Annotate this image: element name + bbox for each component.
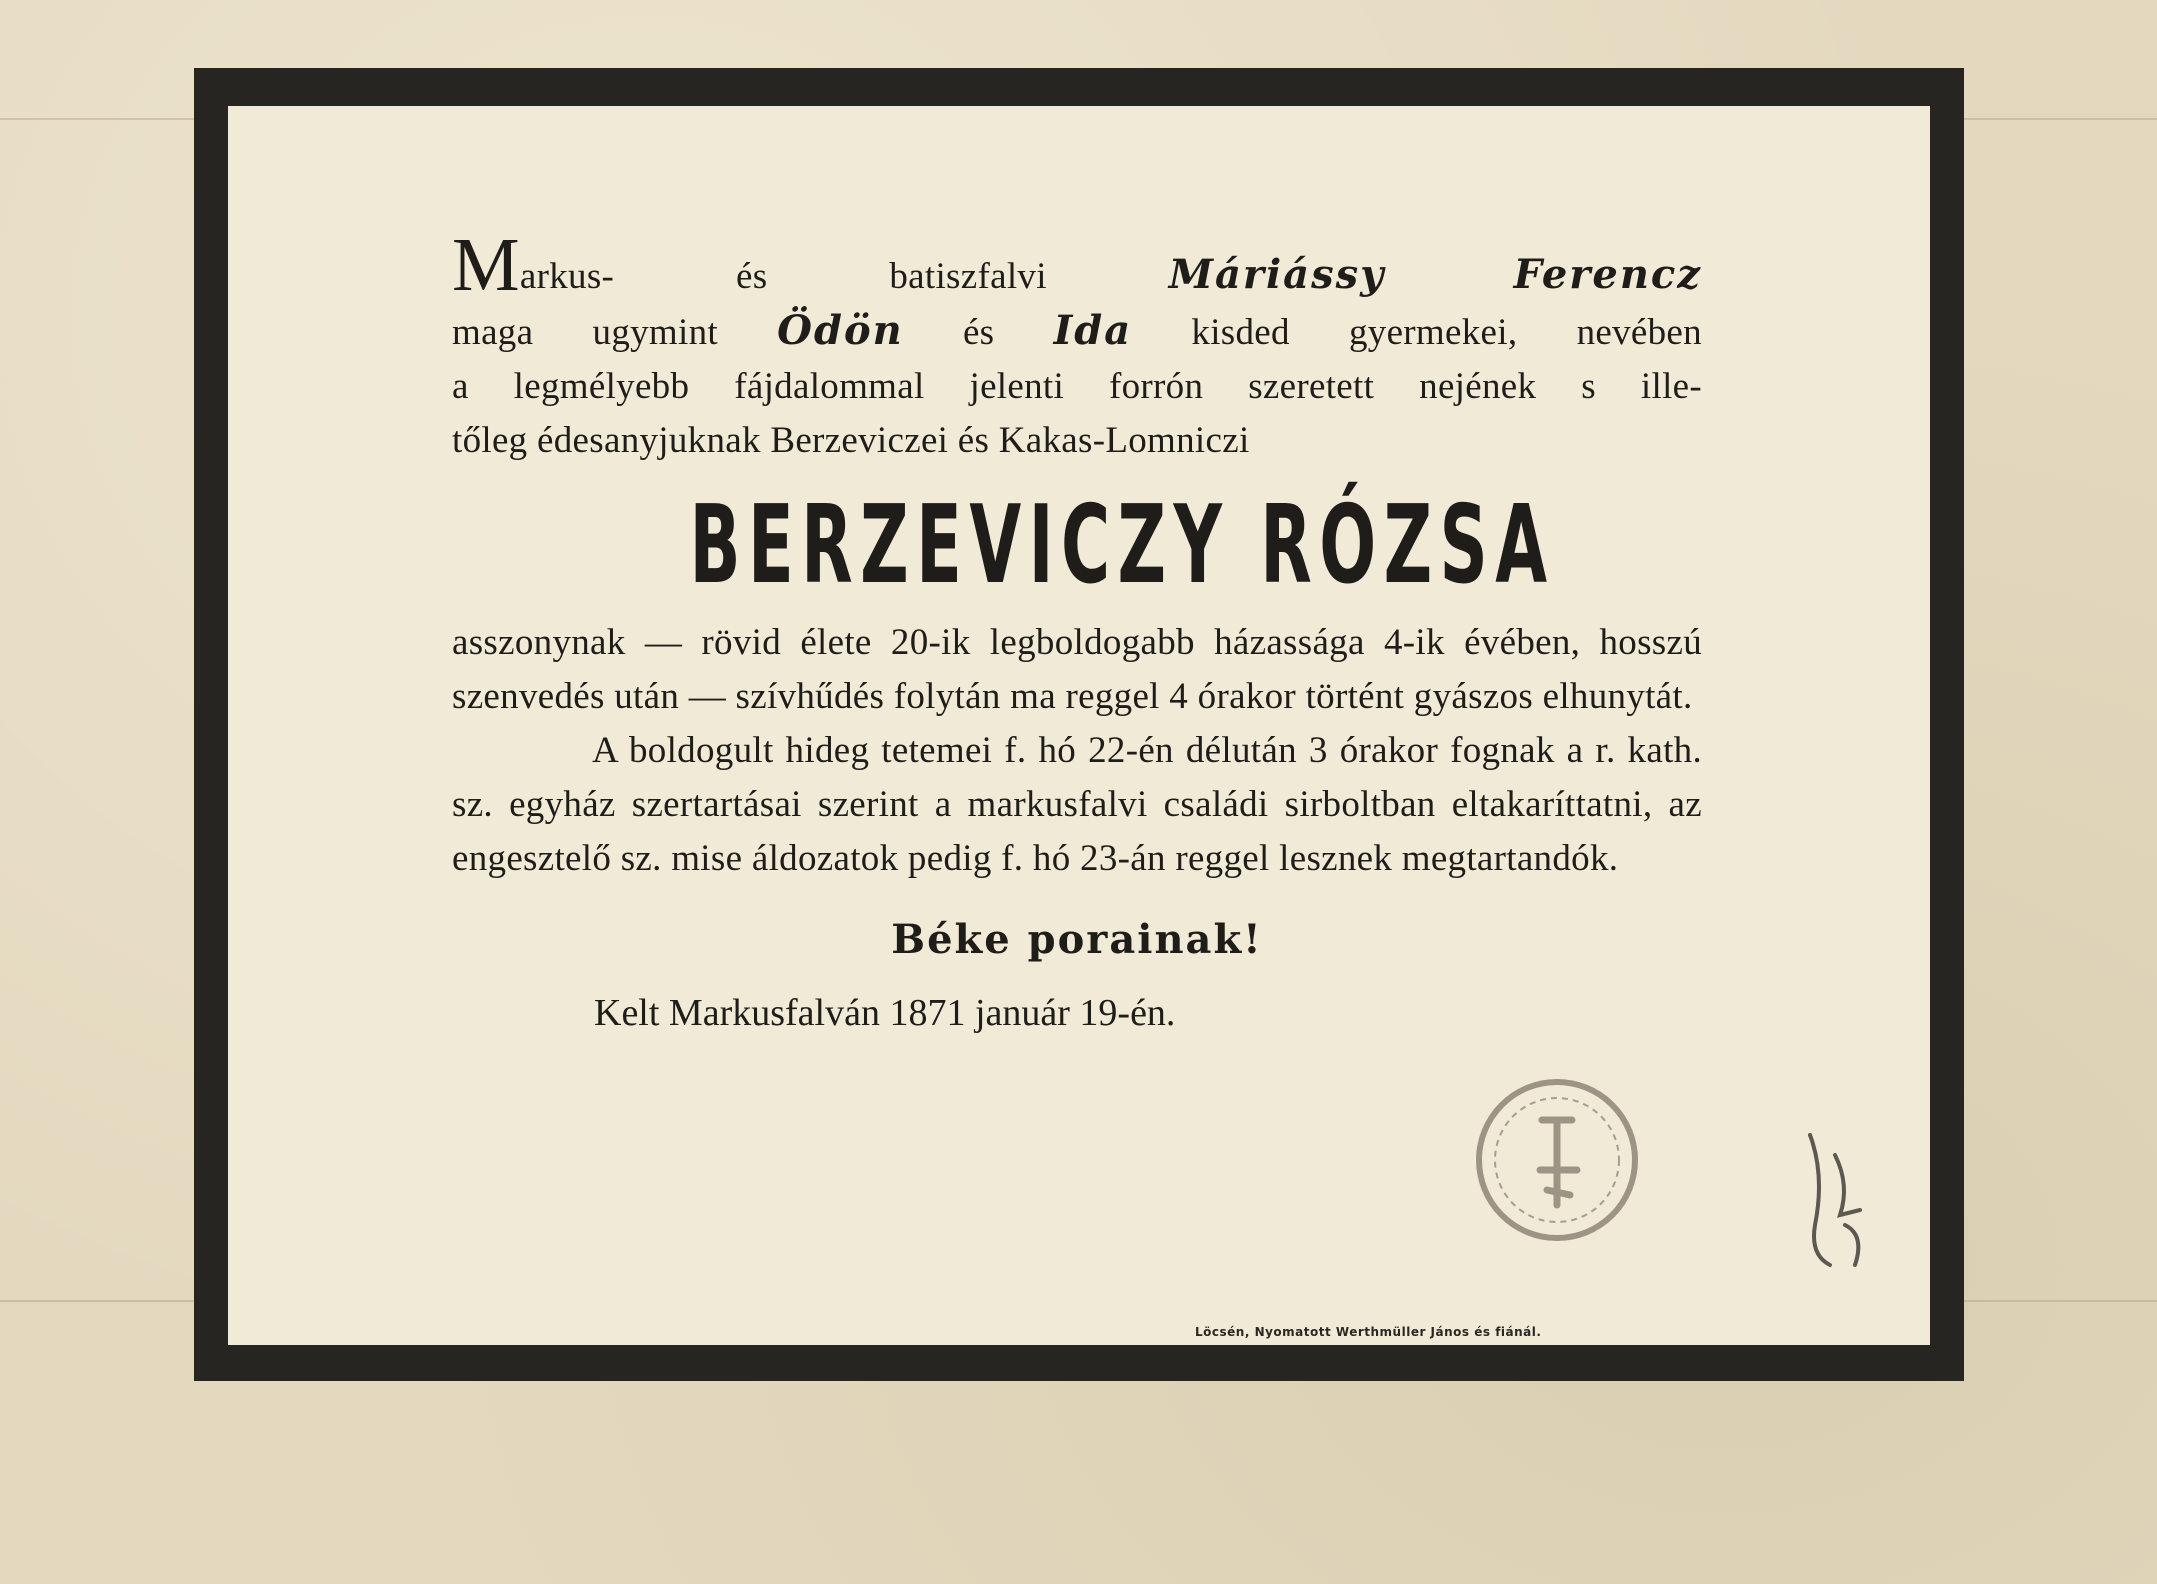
- line2-part-a: maga ugymint: [452, 312, 718, 353]
- line2-part-b: és: [962, 312, 995, 353]
- intro-text: arkus- és batiszfalvi: [519, 256, 1047, 297]
- paragraph-funeral-details: A boldogult hideg tetemei f. hó 22-én délután 3 órakor fognak a r. kath. sz. egyház szertartásai szerint a markusfalvi családi sirboltban eltakaríttatni, az engesztelő sz. mise áldozatok pedig f. hó 23-án reggel lesznek megtartandók.: [452, 730, 1702, 879]
- blessing-line: Béke porainak!: [891, 916, 1263, 963]
- intro-line-4: tőleg édesanyjuknak Berzeviczei és Kakas-Lomniczi: [452, 420, 1250, 461]
- intro-line-1: [452, 223, 1702, 307]
- child-name-2: Ida: [1053, 307, 1133, 354]
- handwritten-number-mark-icon: [1790, 1115, 1880, 1275]
- printer-imprint: Löcsén, Nyomatott Werthmüller János és fiánál.: [1195, 1325, 1542, 1339]
- round-postal-stamp-icon: [1462, 1075, 1652, 1245]
- line2-part-c: kisded gyermekei, nevében: [1191, 312, 1702, 353]
- paragraph-death-details: asszonynak — rövid élete 20-ik legboldogabb házassága 4-ik évében, hosszú szenvedés után — szívhűdés folytán ma reggel 4 órakor történt gyászos elhunytát.: [452, 622, 1702, 717]
- dateline: Kelt Markusfalván 1871 január 19-én.: [594, 992, 1176, 1034]
- husband-name: Máriássy Ferencz: [1168, 251, 1702, 298]
- intro-line-3: a legmélyebb fájdalommal jelenti forrón szeretett nejének s ille-: [452, 366, 1702, 407]
- deceased-name-headline: BERZEVICZY RÓZSA: [689, 483, 1555, 608]
- drop-cap: M: [452, 223, 520, 307]
- intro-line-2: [452, 304, 1702, 360]
- notice-body: [452, 223, 1702, 1035]
- child-name-1: Ödön: [777, 307, 904, 354]
